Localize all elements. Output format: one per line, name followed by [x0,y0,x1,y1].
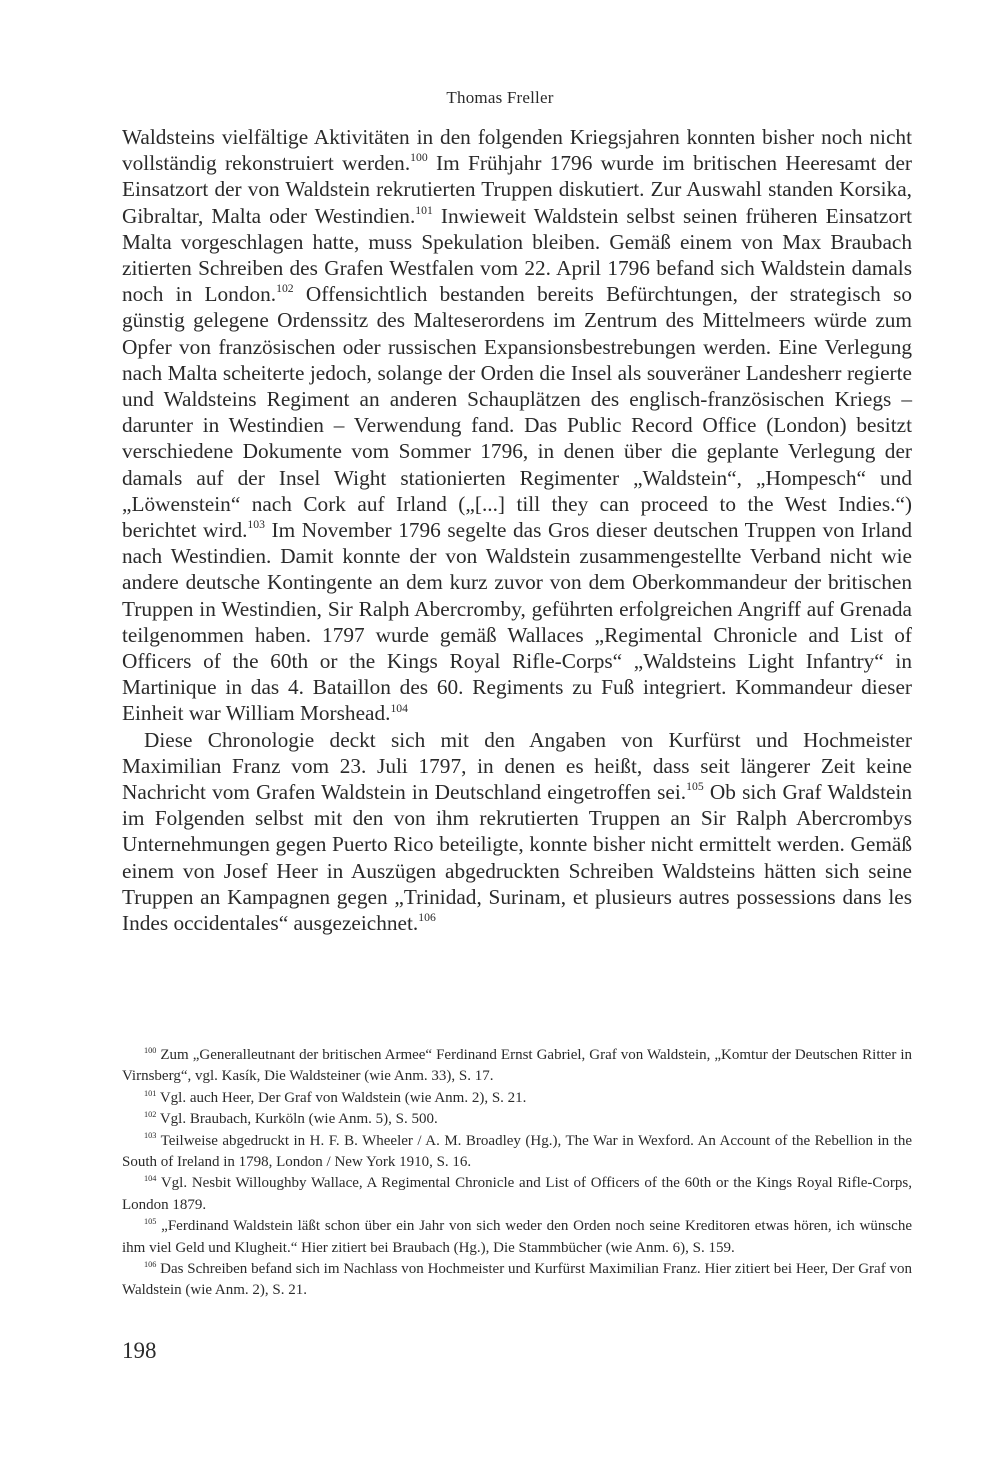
footnote-marker: 103 [247,518,265,532]
footnote-number: 101 [144,1088,157,1098]
footnote-number: 105 [144,1217,157,1227]
footnote-text: Zum „Generalleutnant der britischen Armee“ Ferdinand Ernst Gabriel, Graf von Waldstein, „Komtur der Deutschen Ritter in Virnsberg“, vgl. Kasík, Die Waldsteiner (wie Anm. 33), S. 17. [122,1047,912,1085]
footnote-text: Vgl. Braubach, Kurköln (wie Anm. 5), S. 500. [156,1111,438,1128]
text-run: Diese Chronologie deckt sich mit den Angaben von Kurfürst und Hochmeister Maximilian Franz vom 23. Juli 1797, in denen es heißt, dass seit längerer Zeit keine Nachricht vom Grafen Waldstein in Deutschland eingetroffen sei. [122,727,912,805]
footnote-number: 100 [144,1045,157,1055]
footnote [122,1173,912,1216]
footnote-text: Vgl. auch Heer, Der Graf von Waldstein (wie Anm. 2), S. 21. [156,1089,527,1106]
text-run: Ob sich Graf Waldstein im Folgenden selbst mit den von ihm rekrutierten Truppen an Sir Ralph Abercrombys Unternehmungen gegen Puerto Rico beteiligte, konnte bisher nicht ermittelt werden. Gemäß einem von Josef Heer in Auszügen abgedruckten Schreiben Waldsteins hätten sich seine Truppen an Kampagnen gegen „Trinidad, Surinam, et plusieurs autres possessions dans les Indes occidentales“ ausgezeichnet. [122,780,913,936]
footnote-marker: 105 [686,780,704,794]
footnote-marker: 106 [418,911,436,925]
footnote-marker: 102 [276,282,294,296]
footnote-marker: 101 [415,203,433,217]
footnote-text: „Ferdinand Waldstein läßt schon über ein Jahr von sich weder den Orden noch seine Kreditoren etwas hören, ich wünsche ihm viel Geld und Klugheit.“ Hier zitiert bei Braubach (Hg.), Die Stammbücher (wie Anm. 6), S. 159. [122,1218,912,1256]
text-run: Im Frühjahr 1796 wurde im britischen Heeresamt der Einsatzort der von Waldstein rekrutierten Truppen diskutiert. Zur Auswahl standen Korsika, Gibraltar, Malta oder Westindien. [122,151,912,228]
footnote [122,1259,912,1302]
text-run: Offensichtlich bestanden bereits Befürchtungen, der strategisch so günstig gelegene Ordenssitz des Malteserordens im Zentrum des Mittelmeers würde zum Opfer von französischen oder russischen Expansionsbestrebungen werden. Eine Verlegung nach Malta scheiterte jedoch, solange der Orden die Insel als souveräner Landesherr regierte und Waldsteins Regiment an anderen Schauplätzen des englisch-französischen Kriegs – darunter in Westindien – Verwendung fand. Das Public Record Office (London) besitzt verschiedene Dokumente vom Sommer 1796, in denen über die geplante Verlegung der damals auf der Insel Wight stationierten Regimenter „Waldstein“, „Hompesch“ und „Löwenstein“ nach Cork auf Irland („[...] till they can proceed to the West Indies.“) berichtet wird. [122,282,913,543]
footnote [122,1131,912,1174]
footnote-text: Teilweise abgedruckt in H. F. B. Wheeler / A. M. Broadley (Hg.), The War in Wexford. An Account of the Rebellion in the South of Ireland in 1798, London / New York 1910, S. 16. [122,1132,912,1171]
main-text [122,124,912,936]
footnote-marker: 100 [410,151,428,165]
footnotes [122,1045,912,1302]
text-run: Inwieweit Waldstein selbst seinen früheren Einsatzort Malta vorgeschlagen hatte, muss Spekulation bleiben. Gemäß einem von Max Braubach zitierten Schreiben des Grafen Westfalen vom 22. April 1796 befand sich Waldstein damals noch in London. [122,203,912,307]
footnote-number: 103 [144,1131,157,1141]
footnote-text: Vgl. Nesbit Willoughby Wallace, A Regimental Chronicle and List of Officers of the 60th or the Kings Royal Rifle-Corps, London 1879. [122,1175,912,1213]
footnote [122,1088,912,1109]
footnote-text: Das Schreiben befand sich im Nachlass von Hochmeister und Kurfürst Maximilian Franz. Hier zitiert bei Heer, Der Graf von Waldstein (wie Anm. 2), S. 21. [122,1261,912,1299]
footnote-number: 102 [144,1110,157,1120]
body-paragraph [122,727,912,937]
footnote [122,1045,912,1088]
page-number: 198 [122,1338,157,1363]
footnote-number: 104 [144,1174,157,1184]
footnote [122,1216,912,1259]
body-paragraph [122,124,912,727]
footnote-marker: 104 [390,701,409,715]
running-head: Thomas Freller [446,88,554,107]
text-run: Waldsteins vielfältige Aktivitäten in den folgenden Kriegsjahren konnten bisher noch nicht vollständig rekonstruiert werden. [122,125,912,176]
footnote [122,1109,912,1130]
text-run: Im November 1796 segelte das Gros dieser deutschen Truppen von Irland nach Westindien. Damit konnte der von Waldstein zusammengestellte Verband nicht wie andere deutsche Kontingente an dem kurz zuvor von dem Oberkommandeur der britischen Truppen in Westindien, Sir Ralph Abercromby, geführten erfolgreichen Angriff auf Grenada teilgenommen haben. 1797 wurde gemäß Wallaces „Regimental Chronicle and List of Officers of the 60th or the Kings Royal Rifle-Corps“ „Waldsteins Light Infantry“ in Martinique in das 4. Bataillon des 60. Regiments zu Fuß integriert. Kommandeur dieser Einheit war William Morshead. [122,518,912,726]
footnote-number: 106 [144,1259,157,1269]
